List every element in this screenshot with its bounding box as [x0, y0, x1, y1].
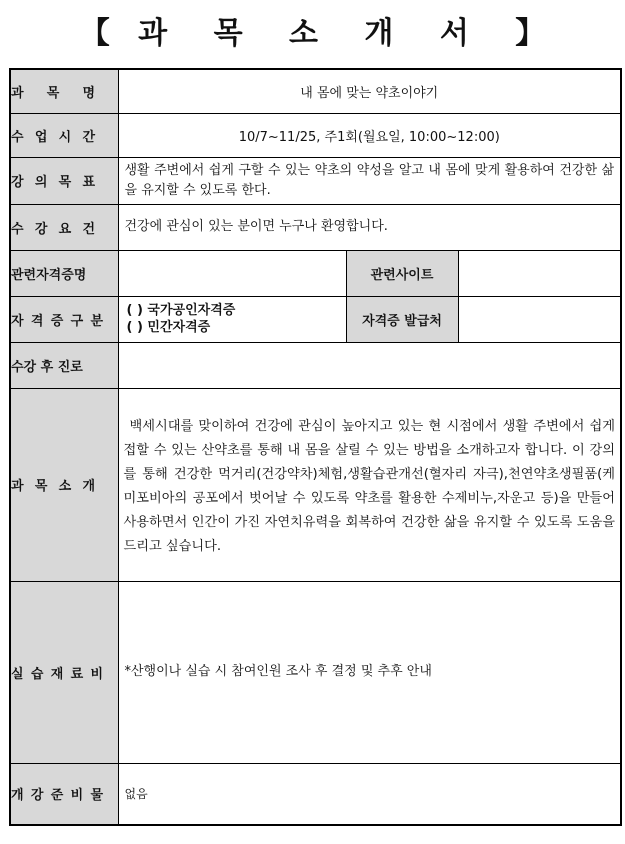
certificate-value: [118, 250, 346, 296]
cert-issuer-label: 자격증 발급처: [346, 296, 458, 342]
course-intro-form: [9, 68, 622, 826]
right-bracket: 】: [515, 16, 546, 51]
class-time-value: 10/7~11/25, 주1회(월요일, 10:00~12:00): [118, 113, 621, 157]
row-career: [10, 342, 621, 388]
related-site-value: [458, 250, 621, 296]
introduction-label: 과 목 소 개: [10, 388, 118, 581]
introduction-value: 백세시대를 맞이하여 건강에 관심이 높아지고 있는 현 시점에서 생활 주변에서 쉽게 접할 수 있는 산약초를 통해 내 몸을 살릴 수 있는 방법을 소개하고자 합니다. 이 강의를 통해 건강한 먹거리(건강약차)체험,생활습관개선(혈자리 자극),천연약초생필품(케미포비아의 공포에서 벗어날 수 있도록 약초를 활용한 수제비누,자운고 등)을 만들어 사용하면서 인간이 가진 자연치유력을 회복하여 건강한 삶을 유지할 수 있도록 도움을 드리고 싶습니다.: [123, 418, 616, 554]
objective-cell: [118, 157, 621, 204]
preparation-value: 없음: [124, 786, 148, 801]
career-value: [118, 342, 621, 388]
materials-label: 실 습 재 료 비: [10, 581, 118, 763]
cert-type-label: 자 격 증 구 분: [10, 296, 118, 342]
career-label: 수강 후 진로: [10, 342, 118, 388]
cert-issuer-value: [458, 296, 621, 342]
requirement-value: 건강에 관심이 있는 분이면 누구나 환영합니다.: [124, 219, 388, 234]
row-course-name: [10, 69, 621, 113]
page-title: 【 과 목 소 개 서 】: [79, 16, 546, 51]
introduction-cell: [118, 388, 621, 581]
national-cert-option: ( ) 국가공인자격증: [126, 303, 236, 318]
private-cert-option: ( ) 민간자격증: [126, 320, 211, 335]
row-certificate: [10, 250, 621, 296]
cert-type-options: [118, 296, 346, 342]
objective-label: 강 의 목 표: [10, 157, 118, 204]
row-requirement: [10, 204, 621, 250]
left-bracket: 【: [79, 16, 110, 51]
course-name-label: 과 목 명: [10, 69, 118, 113]
class-time-label: 수 업 시 간: [10, 113, 118, 157]
materials-cell: [118, 581, 621, 763]
row-materials: [10, 581, 621, 763]
row-class-time: [10, 113, 621, 157]
requirement-label: 수 강 요 건: [10, 204, 118, 250]
preparation-label: 개 강 준 비 물: [10, 763, 118, 825]
row-introduction: [10, 388, 621, 581]
objective-value: 생활 주변에서 쉽게 구할 수 있는 약초의 약성을 알고 내 몸에 맞게 활용하여 건강한 삶을 유지할 수 있도록 한다.: [124, 162, 615, 198]
requirement-cell: [118, 204, 621, 250]
course-name-value: 내 몸에 맞는 약초이야기: [118, 69, 621, 113]
related-site-label: 관련사이트: [346, 250, 458, 296]
row-preparation: [10, 763, 621, 825]
row-objective: [10, 157, 621, 204]
preparation-cell: [118, 763, 621, 825]
materials-value: *산행이나 실습 시 참여인원 조사 후 결정 및 추후 안내: [124, 664, 432, 679]
certificate-label: 관련자격증명: [10, 250, 118, 296]
row-cert-type: [10, 296, 621, 342]
